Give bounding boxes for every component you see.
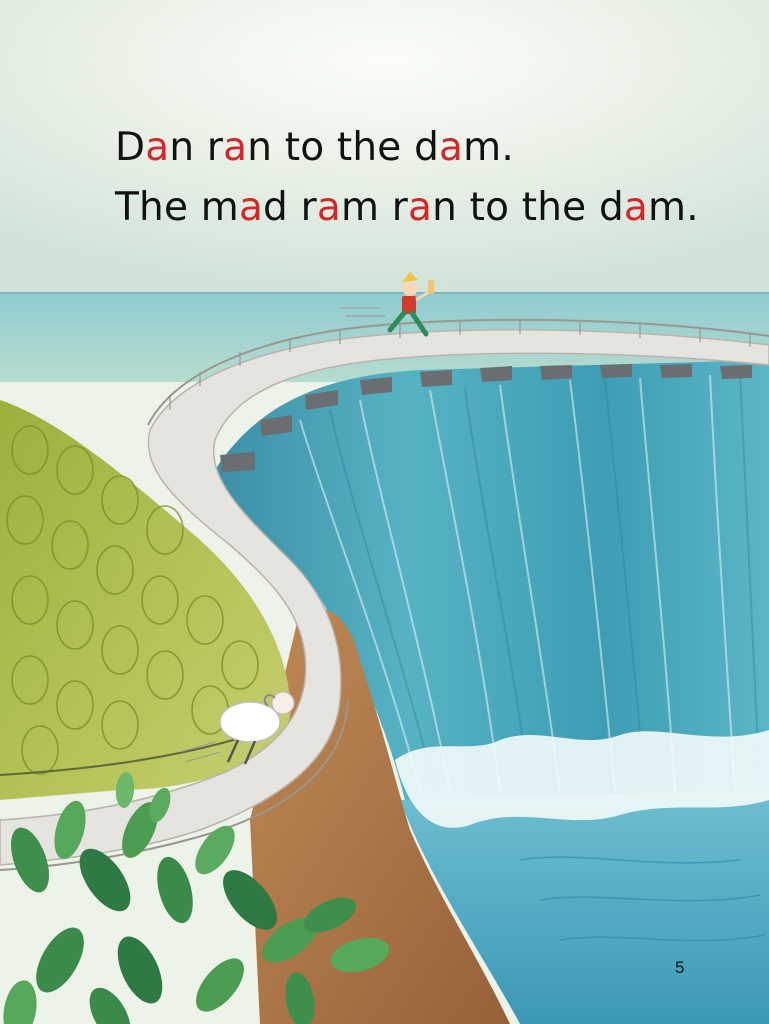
highlight-letter: a bbox=[238, 185, 264, 230]
highlight-letter: a bbox=[223, 125, 248, 170]
highlight-letter: a bbox=[145, 125, 170, 170]
page-number: 5 bbox=[675, 958, 685, 977]
highlight-letter: a bbox=[316, 185, 341, 230]
story-line-2: The mad ram ran to the dam. bbox=[115, 185, 699, 230]
story-text bbox=[115, 118, 699, 238]
highlight-letter: a bbox=[623, 185, 649, 230]
highlight-letter: a bbox=[439, 125, 464, 170]
highlight-letter: a bbox=[407, 185, 433, 230]
story-line-1: Dan ran to the dam. bbox=[115, 125, 514, 170]
